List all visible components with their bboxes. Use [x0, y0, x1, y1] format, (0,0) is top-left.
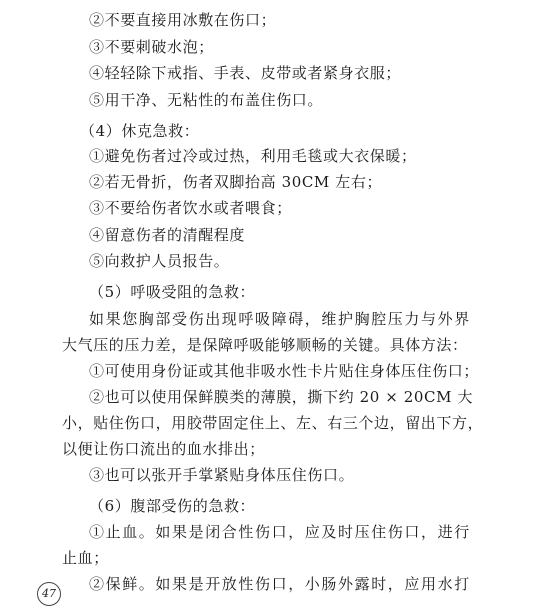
text-line: ③不要刺破水泡； [89, 38, 214, 56]
text-line: ①避免伤者过冷或过热，利用毛毯或大衣保暖； [89, 147, 417, 165]
text-line: ①止血。如果是闭合性伤口，应及时压住伤口，进行 [89, 523, 471, 541]
text-line: ⑤用干净、无粘性的布盖住伤口。 [89, 91, 324, 109]
text-line: ③也可以张开手掌紧贴身体压住伤口。 [89, 466, 355, 484]
section-heading: （4）休克急救： [80, 122, 200, 140]
text-line: ③不要给伤者饮水或者喂食； [89, 199, 292, 217]
paragraph-line: 以便让伤口流出的血水排出； [62, 440, 265, 458]
paragraph-line: 止血； [62, 549, 109, 567]
text-line: ④轻轻除下戒指、手表、皮带或者紧身衣服； [89, 64, 402, 82]
text-line: ②若无骨折，伤者双脚抬高 30CM 左右； [89, 173, 383, 191]
text-line: ⑤向救护人员报告。 [89, 252, 230, 270]
paragraph-line: 如果您胸部受伤出现呼吸障碍，维护胸腔压力与外界 [89, 310, 471, 328]
text-line: ①可使用身份证或其他非吸水性卡片贴住身体压住伤口； [89, 362, 480, 380]
section-heading: （5）呼吸受阻的急救： [89, 283, 256, 301]
text-line: ②不要直接用冰敷在伤口； [89, 11, 277, 29]
text-line: ②也可以使用保鲜膜类的薄膜，撕下约 20 × 20CM 大 [89, 388, 474, 406]
paragraph-line: 大气压的压力差，是保障呼吸能够顺畅的关键。具体方法： [62, 336, 468, 354]
paragraph-line: 小，贴住伤口，用胶带固定住上、左、右三个边，留出下方， [62, 414, 484, 432]
text-line: ②保鲜。如果是开放性伤口，小肠外露时，应用水打 [89, 575, 471, 593]
text-line: ④留意伤者的清醒程度 [89, 226, 246, 244]
page-number: 47 [37, 582, 61, 606]
section-heading: （6）腹部受伤的急救： [89, 497, 256, 515]
